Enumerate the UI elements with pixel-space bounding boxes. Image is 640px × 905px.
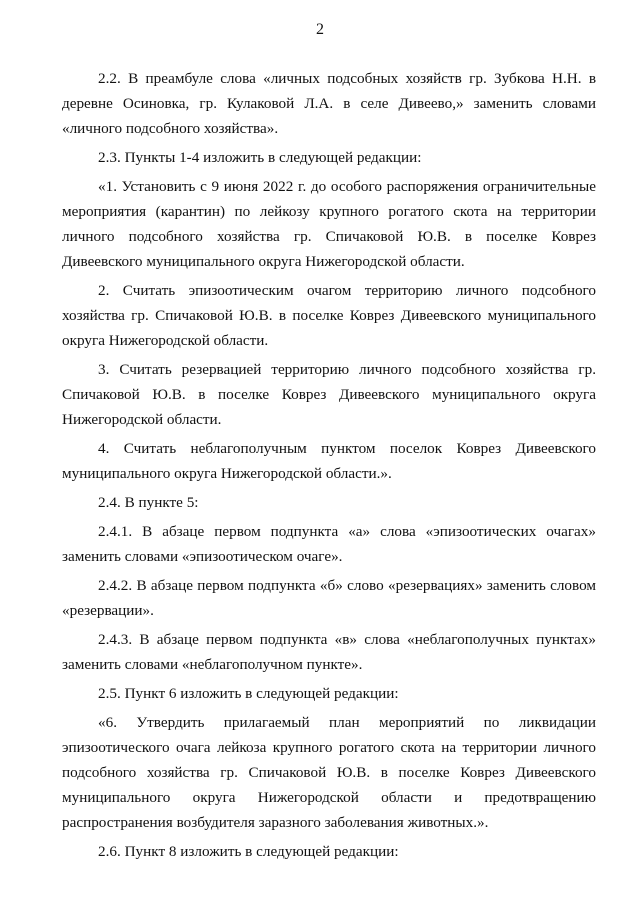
paragraph-2-4-1: 2.4.1. В абзаце первом подпункта «а» слова «эпизоотических очагах» заменить словами «эпизоотическом очаге». bbox=[62, 523, 596, 565]
paragraph-item-2: 2. Считать эпизоотическим очагом территорию личного подсобного хозяйства гр. Спичаковой Ю.В. в поселке Коврез Дивеевского муниципального округа Нижегородской области. bbox=[62, 282, 596, 349]
paragraph-item-6: «6. Утвердить прилагаемый план мероприятий по ликвидации эпизоотического очага лейкоза крупного рогатого скота на территории личного подсобного хозяйства гр. Спичаковой Ю.В. в поселке Коврез Дивеевского муниципального округа Нижегородской области и предотвращению распространения возбудителя заразного заболевания животных.». bbox=[62, 714, 596, 831]
paragraph-2-4: 2.4. В пункте 5: bbox=[98, 494, 199, 511]
paragraph-2-6: 2.6. Пункт 8 изложить в следующей редакции: bbox=[98, 843, 399, 860]
page-number: 2 bbox=[316, 21, 324, 38]
paragraph-2-3: 2.3. Пункты 1-4 изложить в следующей редакции: bbox=[98, 149, 422, 166]
paragraph-2-2: 2.2. В преамбуле слова «личных подсобных хозяйств гр. Зубкова Н.Н. в деревне Осиновка, гр. Кулаковой Л.А. в селе Дивеево,» заменить словами «личного подсобного хозяйства». bbox=[62, 70, 596, 137]
paragraph-item-3: 3. Считать резервацией территорию личного подсобного хозяйства гр. Спичаковой Ю.В. в поселке Коврез Дивеевского муниципального округа Нижегородской области. bbox=[62, 361, 596, 428]
paragraph-item-4: 4. Считать неблагополучным пунктом поселок Коврез Дивеевского муниципального округа Нижегородской области.». bbox=[62, 440, 596, 482]
paragraph-item-1: «1. Установить с 9 июня 2022 г. до особого распоряжения ограничительные мероприятия (карантин) по лейкозу крупного рогатого скота на территории личного подсобного хозяйства гр. Спичаковой Ю.В. в поселке Коврез Дивеевского муниципального округа Нижегородской области. bbox=[62, 178, 596, 270]
paragraph-2-4-2: 2.4.2. В абзаце первом подпункта «б» слово «резервациях» заменить словом «резервации». bbox=[62, 577, 596, 619]
document-body bbox=[62, 66, 596, 868]
paragraph-2-5: 2.5. Пункт 6 изложить в следующей редакции: bbox=[98, 685, 399, 702]
paragraph-2-4-3: 2.4.3. В абзаце первом подпункта «в» слова «неблагополучных пунктах» заменить словами «неблагополучном пункте». bbox=[62, 631, 596, 673]
